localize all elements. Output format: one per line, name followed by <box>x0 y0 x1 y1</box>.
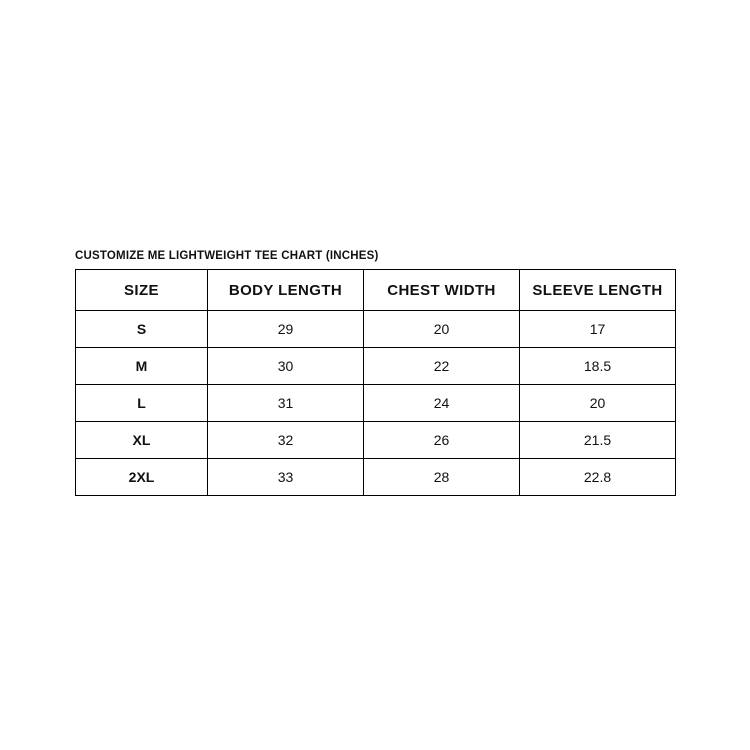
table-header <box>76 270 676 311</box>
table-row <box>76 385 676 422</box>
cell-chest-width: 20 <box>364 311 520 348</box>
cell-size: XL <box>76 422 208 459</box>
cell-sleeve-length: 22.8 <box>520 459 676 496</box>
cell-chest-width: 22 <box>364 348 520 385</box>
size-chart-container <box>75 250 675 496</box>
chart-title: CUSTOMIZE ME LIGHTWEIGHT TEE CHART (INCHES) <box>75 250 379 262</box>
cell-sleeve-length: 21.5 <box>520 422 676 459</box>
cell-size: M <box>76 348 208 385</box>
cell-sleeve-length: 20 <box>520 385 676 422</box>
cell-chest-width: 24 <box>364 385 520 422</box>
cell-body-length: 33 <box>208 459 364 496</box>
cell-chest-width: 28 <box>364 459 520 496</box>
table-row <box>76 311 676 348</box>
cell-chest-width: 26 <box>364 422 520 459</box>
cell-size: S <box>76 311 208 348</box>
cell-body-length: 30 <box>208 348 364 385</box>
table-body <box>76 311 676 496</box>
cell-size: 2XL <box>76 459 208 496</box>
cell-body-length: 29 <box>208 311 364 348</box>
cell-sleeve-length: 18.5 <box>520 348 676 385</box>
column-header-size: SIZE <box>76 270 208 311</box>
cell-body-length: 32 <box>208 422 364 459</box>
column-header-body-length: BODY LENGTH <box>208 270 364 311</box>
cell-sleeve-length: 17 <box>520 311 676 348</box>
column-header-sleeve-length: SLEEVE LENGTH <box>520 270 676 311</box>
column-header-chest-width: CHEST WIDTH <box>364 270 520 311</box>
table-row <box>76 422 676 459</box>
size-chart-table <box>75 269 676 496</box>
cell-size: L <box>76 385 208 422</box>
cell-body-length: 31 <box>208 385 364 422</box>
table-row <box>76 459 676 496</box>
table-header-row <box>76 270 676 311</box>
table-row <box>76 348 676 385</box>
